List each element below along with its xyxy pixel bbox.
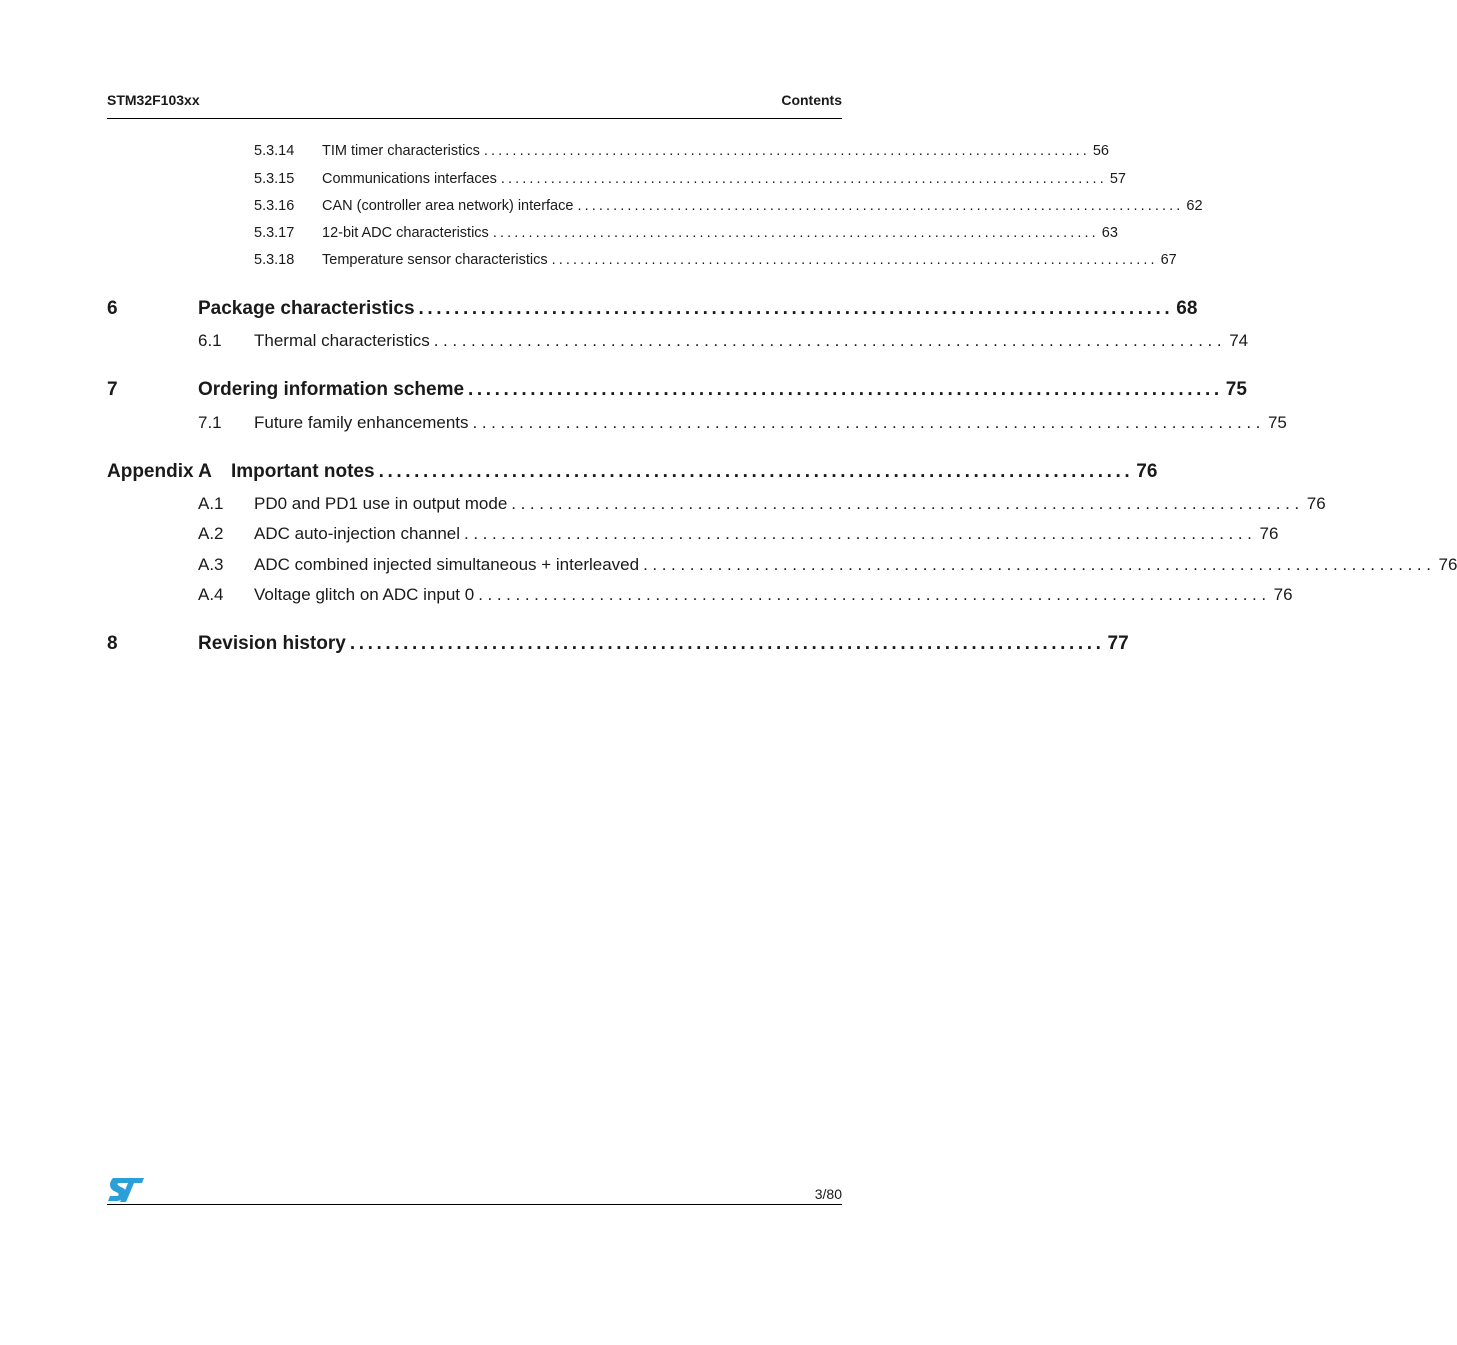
dot-leader: .....................................................................................	[468, 379, 1223, 400]
dot-leader: .....................................................................................	[492, 225, 1099, 241]
toc-number: 8	[107, 633, 118, 654]
toc-page: 68	[1176, 298, 1198, 319]
dot-leader: .....................................................................................	[478, 585, 1271, 604]
toc-entry-7[interactable]	[107, 379, 1247, 401]
toc-number: A.3	[198, 555, 224, 574]
toc-number: 5.3.14	[254, 143, 295, 159]
toc-page: 76	[1273, 585, 1293, 604]
dot-leader: .....................................................................................	[500, 171, 1107, 187]
dot-leader: .....................................................................................	[577, 198, 1184, 214]
toc-entry-a-4[interactable]	[107, 585, 1293, 607]
toc-number: 5.3.15	[254, 171, 295, 187]
toc-title: Revision history	[198, 633, 346, 654]
toc-number: 6.1	[198, 331, 222, 350]
toc-page: 76	[1259, 524, 1279, 543]
toc-page: 56	[1092, 143, 1109, 159]
page-number: 3/80	[814, 1186, 842, 1202]
footer-divider	[107, 1204, 842, 1205]
st-logo-icon	[107, 1177, 145, 1203]
toc-page: 76	[1136, 461, 1158, 482]
dot-leader: .....................................................................................	[433, 331, 1227, 350]
toc-title: TIM timer characteristics	[322, 143, 480, 159]
dot-leader: .....................................................................................	[472, 413, 1265, 432]
toc-page: 77	[1107, 633, 1129, 654]
toc-title: Voltage glitch on ADC input 0	[254, 585, 475, 604]
toc-page: 76	[1438, 555, 1457, 574]
toc-page: 75	[1225, 379, 1247, 400]
toc-number: 5.3.16	[254, 198, 295, 214]
toc-page: 76	[1306, 494, 1326, 513]
toc-entry-a-1[interactable]	[107, 494, 1326, 516]
toc-entry-5-3-16[interactable]	[107, 198, 1203, 220]
toc-title: ADC auto-injection channel	[254, 524, 461, 543]
toc-entry-5-3-17[interactable]	[107, 225, 1118, 247]
toc-entry-a-3[interactable]	[107, 555, 1457, 577]
dot-leader: .....................................................................................	[643, 555, 1436, 574]
dot-leader: .....................................................................................	[551, 252, 1158, 268]
toc-page: 62	[1186, 198, 1203, 214]
toc-number: Appendix A	[107, 461, 212, 482]
toc-number: 5.3.17	[254, 225, 295, 241]
toc-entry-5-3-15[interactable]	[107, 171, 1126, 193]
toc-number: A.2	[198, 524, 224, 543]
toc-entry-5-3-14[interactable]	[107, 143, 1109, 165]
toc-page: 75	[1267, 413, 1287, 432]
toc-page: 67	[1160, 252, 1177, 268]
toc-number: 5.3.18	[254, 252, 295, 268]
toc-entry-appendix-a[interactable]	[107, 461, 1158, 483]
dot-leader: .....................................................................................	[418, 298, 1174, 319]
toc-page: 63	[1101, 225, 1118, 241]
toc-title: ADC combined injected simultaneous + interleaved	[254, 555, 640, 574]
toc-title: Communications interfaces	[322, 171, 497, 187]
toc-title: Ordering information scheme	[198, 379, 465, 400]
toc-title: CAN (controller area network) interface	[322, 198, 574, 214]
toc-title: Thermal characteristics	[254, 331, 430, 350]
toc-number: 6	[107, 298, 118, 319]
toc-entry-6-1[interactable]	[107, 331, 1249, 353]
toc-title: 12-bit ADC characteristics	[322, 225, 489, 241]
toc-number: 7	[107, 379, 118, 400]
toc-title: Temperature sensor characteristics	[322, 252, 548, 268]
dot-leader: .....................................................................................	[511, 494, 1304, 513]
toc-entry-8[interactable]	[107, 633, 1129, 655]
toc-title: Future family enhancements	[254, 413, 469, 432]
dot-leader: .....................................................................................	[349, 633, 1105, 654]
toc-entry-a-2[interactable]	[107, 524, 1279, 546]
dot-leader: .....................................................................................	[483, 143, 1090, 159]
page-header	[107, 92, 842, 119]
toc-number: A.4	[198, 585, 224, 604]
toc-title: Important notes	[231, 461, 375, 482]
section-title: Contents	[781, 92, 842, 108]
toc-title: Package characteristics	[198, 298, 415, 319]
toc-number: 7.1	[198, 413, 222, 432]
toc-entry-5-3-18[interactable]	[107, 252, 1177, 274]
toc-page: 74	[1229, 331, 1249, 350]
dot-leader: .....................................................................................	[378, 461, 1134, 482]
toc-entry-7-1[interactable]	[107, 413, 1287, 435]
toc-title: PD0 and PD1 use in output mode	[254, 494, 508, 513]
dot-leader: .....................................................................................	[464, 524, 1257, 543]
document-title: STM32F103xx	[107, 92, 200, 108]
toc-entry-6[interactable]	[107, 298, 1198, 320]
toc-number: A.1	[198, 494, 224, 513]
toc-page: 57	[1109, 171, 1126, 187]
